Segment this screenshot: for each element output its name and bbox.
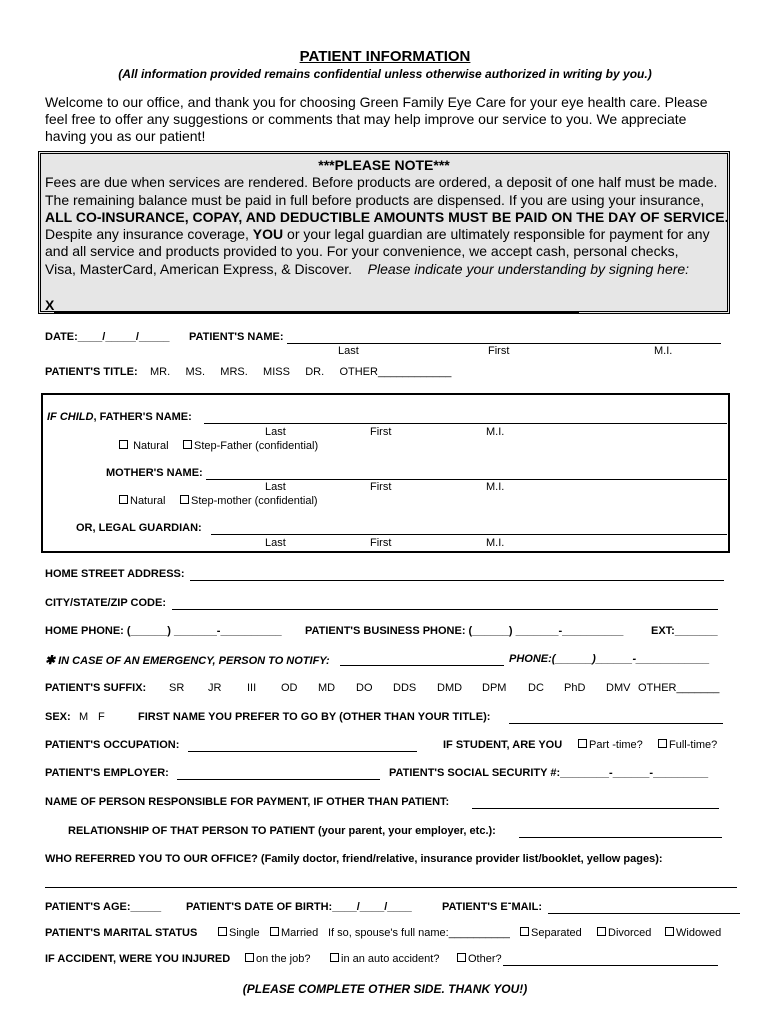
note-sign-instruction: Please indicate your understanding by signing here: [367, 260, 690, 277]
home-phone-field[interactable]: HOME PHONE: (______) _______-__________ [45, 625, 282, 637]
last-caption: Last [265, 537, 286, 549]
dob-field[interactable]: PATIENT'S DATE OF BIRTH:____/____/____ [186, 901, 412, 913]
widowed-option[interactable] [665, 927, 721, 939]
if-child-label: IF CHILD [47, 411, 94, 423]
date-field[interactable]: DATE:____/_____/_____ [45, 331, 170, 343]
other-accident-input[interactable] [503, 965, 718, 966]
email-input[interactable] [548, 913, 740, 914]
title-options[interactable]: MR. MS. MRS. MISS DR. OTHER____________ [150, 366, 452, 378]
signature-line[interactable] [54, 299, 579, 313]
emergency-phone-field[interactable]: PHONE:(______)______-____________ [509, 653, 710, 665]
form-title: PATIENT INFORMATION [299, 48, 471, 65]
checkbox-icon[interactable] [665, 927, 674, 936]
employer-label: PATIENT'S EMPLOYER: [45, 767, 169, 779]
mother-natural-option[interactable] [119, 495, 165, 507]
city-label: CITY/STATE/ZIP CODE: [45, 597, 167, 609]
part-time-option[interactable] [578, 739, 643, 751]
full-time-option[interactable] [658, 739, 717, 751]
note-line [45, 261, 723, 278]
note-line: Fees are due when services are rendered. Before products are ordered, a deposit of one half must be made. [45, 174, 718, 191]
footer-note: (PLEASE COMPLETE OTHER SIDE. THANK YOU!) [242, 982, 528, 996]
natural-label: Natural [130, 495, 166, 507]
preferred-name-input[interactable] [509, 723, 723, 724]
form-subtitle: (All information provided remains confidential unless otherwise authorized in writing by you.) [118, 67, 652, 81]
on-job-label: on the job? [256, 953, 311, 965]
step-father-option[interactable] [183, 440, 318, 452]
spouse-name-field[interactable]: If so, spouse's full name:__________ [328, 927, 510, 939]
mi-caption: M.I. [486, 481, 505, 493]
note-text: Visa, MasterCard, American Express, & Discover. [45, 260, 368, 277]
payment-note-box [38, 151, 730, 314]
student-label: IF STUDENT, ARE YOU [443, 739, 563, 751]
child-info-box [41, 393, 730, 553]
separated-option[interactable] [520, 927, 582, 939]
email-label-part: MAIL: [511, 901, 542, 913]
title-label: PATIENT'S TITLE: [45, 366, 138, 378]
patient-name-input[interactable] [287, 343, 721, 344]
other-accident-option[interactable] [457, 953, 502, 965]
married-option[interactable] [270, 927, 318, 939]
note-text: Despite any insurance coverage, [45, 226, 253, 243]
father-name-label: , FATHER'S NAME: [93, 411, 192, 423]
first-caption: First [488, 345, 510, 357]
single-option[interactable] [218, 927, 260, 939]
checkbox-icon[interactable] [457, 953, 466, 962]
checkbox-icon[interactable] [180, 495, 189, 504]
referred-input[interactable] [45, 887, 737, 888]
ssn-field[interactable]: PATIENT'S SOCIAL SECURITY #:________-______-_________ [389, 767, 709, 779]
checkbox-icon[interactable] [183, 440, 192, 449]
city-input[interactable] [172, 609, 718, 610]
on-job-option[interactable] [245, 953, 310, 965]
relationship-input[interactable] [519, 837, 722, 838]
patient-name-label: PATIENT'S NAME: [189, 331, 284, 343]
note-title: ***PLEASE NOTE*** [318, 157, 450, 173]
other-label: Other? [468, 953, 502, 965]
checkbox-icon[interactable] [245, 953, 254, 962]
separated-label: Separated [531, 927, 582, 939]
first-caption: First [370, 537, 392, 549]
welcome-text: Welcome to our office, and thank you for choosing Green Family Eye Care for your eye health care. Please feel free to offer any suggestions or comments that may help improve our service to you. We appreciate having you as our patient! [45, 94, 708, 144]
guardian-label: OR, LEGAL GUARDIAN: [76, 522, 202, 534]
single-label: Single [229, 927, 260, 939]
email-label [442, 897, 542, 913]
divorced-label: Divorced [608, 927, 652, 939]
checkbox-icon[interactable] [270, 927, 279, 936]
divorced-option[interactable] [597, 927, 651, 939]
note-line [45, 226, 723, 243]
sex-label: SEX: [45, 711, 71, 723]
married-label: Married [281, 927, 319, 939]
suffix-option[interactable]: JR [208, 682, 222, 694]
checkbox-icon[interactable] [119, 440, 128, 449]
last-caption: Last [265, 481, 286, 493]
checkbox-icon[interactable] [597, 927, 606, 936]
first-caption: First [370, 426, 392, 438]
relationship-label: RELATIONSHIP OF THAT PERSON TO PATIENT (your parent, your employer, etc.): [68, 825, 496, 837]
note-line: and all service and products provided to you. For your convenience, we accept cash, personal checks, [45, 243, 679, 260]
referred-label: WHO REFERRED YOU TO OUR OFFICE? (Family doctor, friend/relative, insurance provider list/booklet, yellow pages): [45, 853, 663, 865]
accident-label: IF ACCIDENT, WERE YOU INJURED [45, 953, 231, 965]
responsible-input[interactable] [472, 808, 719, 809]
preferred-name-label: FIRST NAME YOU PREFER TO GO BY (OTHER THAN YOUR TITLE): [138, 711, 491, 723]
emergency-input[interactable] [340, 665, 504, 666]
part-time-label: Part -time? [589, 739, 643, 751]
responsible-label: NAME OF PERSON RESPONSIBLE FOR PAYMENT, IF OTHER THAN PATIENT: [45, 796, 450, 808]
widowed-label: Widowed [676, 927, 722, 939]
natural-label: Natural [133, 440, 169, 452]
suffix-option[interactable]: DDS [393, 682, 417, 694]
email-label-part: PATIENT'S E [442, 901, 508, 913]
mother-name-label: MOTHER'S NAME: [106, 467, 203, 479]
step-father-label: Step-Father (confidential) [194, 440, 319, 452]
emergency-text: IN CASE OF AN EMERGENCY, PERSON TO NOTIFY: [58, 655, 330, 667]
suffix-option[interactable]: III [247, 682, 257, 694]
auto-accident-label: in an auto accident? [341, 953, 440, 965]
suffix-option[interactable]: DMV [606, 682, 631, 694]
checkbox-icon[interactable] [119, 495, 128, 504]
mother-name-input[interactable] [206, 479, 727, 480]
last-caption: Last [265, 426, 286, 438]
auto-accident-option[interactable] [330, 953, 439, 965]
checkbox-icon[interactable] [658, 739, 667, 748]
note-text: or your legal guardian are ultimately responsible for payment for any [283, 226, 710, 243]
age-field[interactable]: PATIENT'S AGE:_____ [45, 901, 162, 913]
step-mother-option[interactable] [180, 495, 318, 507]
ext-field[interactable]: EXT:_______ [651, 625, 718, 637]
mi-caption: M.I. [486, 426, 505, 438]
mi-caption: M.I. [654, 345, 673, 357]
suffix-option[interactable]: PhD [564, 682, 586, 694]
father-natural-option[interactable] [119, 440, 169, 452]
checkbox-icon[interactable] [330, 953, 339, 962]
suffix-option[interactable]: DO [356, 682, 373, 694]
checkbox-icon[interactable] [578, 739, 587, 748]
guardian-name-input[interactable] [211, 534, 727, 535]
suffix-label: PATIENT'S SUFFIX: [45, 682, 147, 694]
marital-label: PATIENT'S MARITAL STATUS [45, 927, 198, 939]
suffix-option[interactable]: SR [169, 682, 185, 694]
checkbox-icon[interactable] [218, 927, 227, 936]
father-name-input[interactable] [204, 423, 727, 424]
address-label: HOME STREET ADDRESS: [45, 568, 185, 580]
father-label [47, 411, 192, 423]
emergency-label [45, 653, 330, 667]
mi-caption: M.I. [486, 537, 505, 549]
occupation-label: PATIENT'S OCCUPATION: [45, 739, 180, 751]
asterisk-icon: ✱ [45, 653, 56, 667]
note-emphasis: YOU [252, 226, 284, 243]
sex-m-option[interactable]: M [79, 711, 89, 723]
occupation-input[interactable] [188, 751, 417, 752]
suffix-option[interactable]: DMD [437, 682, 463, 694]
email-dash: - [507, 897, 512, 909]
last-caption: Last [338, 345, 359, 357]
signature-x: X [45, 297, 55, 313]
suffix-option[interactable]: MD [318, 682, 336, 694]
suffix-other-field[interactable]: OTHER_______ [638, 682, 720, 694]
sex-f-option[interactable]: F [98, 711, 105, 723]
business-phone-field[interactable]: PATIENT'S BUSINESS PHONE: (______) _______-__________ [305, 625, 624, 637]
note-line: The remaining balance must be paid in full before products are dispensed. If you are using your insurance, [45, 191, 705, 208]
employer-input[interactable] [177, 779, 380, 780]
step-mother-label: Step-mother (confidential) [191, 495, 318, 507]
address-input[interactable] [190, 580, 724, 581]
suffix-option[interactable]: DPM [482, 682, 507, 694]
note-line-bold: ALL CO-INSURANCE, COPAY, AND DEDUCTIBLE AMOUNTS MUST BE PAID ON THE DAY OF SERVICE. [45, 208, 729, 225]
suffix-option[interactable]: OD [281, 682, 298, 694]
first-caption: First [370, 481, 392, 493]
checkbox-icon[interactable] [520, 927, 529, 936]
signature-field[interactable] [45, 297, 579, 313]
suffix-option[interactable]: DC [528, 682, 544, 694]
full-time-label: Full-time? [669, 739, 718, 751]
